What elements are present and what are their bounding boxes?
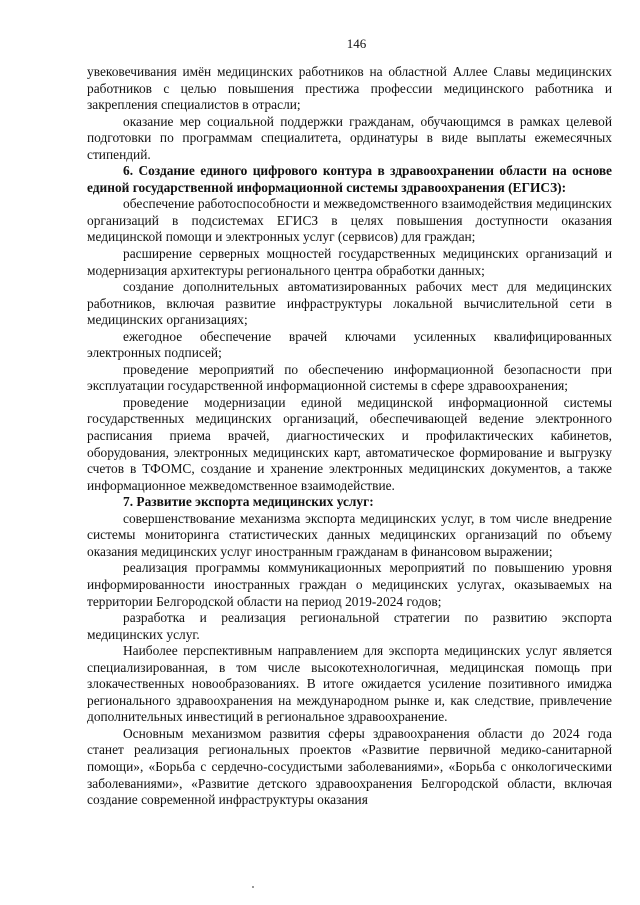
paragraph: обеспечение работоспособности и межведомственного взаимодействия медицинских организаций в подсистемах ЕГИСЗ в целях повышения доступности оказания медицинской помощи и электронных услуг (сервисов) для граждан; xyxy=(87,196,612,245)
paragraph: проведение мероприятий по обеспечению информационной безопасности при эксплуатации государственной информационной системы в сфере здравоохранения; xyxy=(87,361,612,394)
paragraph: проведение модернизации единой медицинской информационной системы государственных медицинских организаций, обеспечивающей ведение электронного расписания приема врачей, диагностических и профилактических кабинетов, оборудования, электронных медицинских карт, автоматическое формирование и выгрузку счетов в ТФОМС, создание и хранение электронных медицинских документов, а также информационное межведомственное взаимодействие. xyxy=(87,394,612,493)
scan-speck xyxy=(252,886,254,888)
paragraph: оказание мер социальной поддержки гражданам, обучающимся в рамках целевой подготовки по программам специалитета, ординатуры в виде выплаты ежемесячных стипендий. xyxy=(87,113,612,162)
paragraph: ежегодное обеспечение врачей ключами усиленных квалифицированных электронных подписей; xyxy=(87,328,612,361)
paragraph: увековечивания имён медицинских работников на областной Аллее Славы медицинских работников с целью повышения престижа профессии медицинского работника и закрепления специалистов в отрасли; xyxy=(87,64,612,113)
paragraph: создание дополнительных автоматизированных рабочих мест для медицинских работников, включая развитие инфраструктуры локальной вычислительной сети в медицинских организациях; xyxy=(87,279,612,328)
paragraph: расширение серверных мощностей государственных медицинских организаций и модернизация архитектуры регионального центра обработки данных; xyxy=(87,246,612,278)
section-heading: 7. Развитие экспорта медицинских услуг: xyxy=(123,494,374,510)
document-body xyxy=(87,64,612,809)
page-number: 146 xyxy=(346,36,367,51)
paragraph: совершенствование механизма экспорта медицинских услуг, в том числе внедрение системы мониторинга статистических данных медицинских организаций по объему оказания медицинских услуг иностранным гражданам в финансовом выражении; xyxy=(87,510,612,559)
paragraph: Наиболее перспективным направлением для экспорта медицинских услуг является специализированная, в том числе высокотехнологичная, медицинская помощь при злокачественных новообразованиях. В итоге ожидается усиление позитивного имиджа регионального здравоохранения на международном рынке и, как следствие, привлечение дополнительных инвестиций в региональное здравоохранение. xyxy=(87,643,612,725)
paragraph: разработка и реализация региональной стратегии по развитию экспорта медицинских услуг. xyxy=(87,610,612,642)
paragraph: реализация программы коммуникационных мероприятий по повышению уровня информированности иностранных граждан о медицинских услугах, оказываемых на территории Белгородской области на период 2019-2024 годов; xyxy=(87,560,612,609)
paragraph: Основным механизмом развития сферы здравоохранения области до 2024 года станет реализация региональных проектов «Развитие первичной медико-санитарной помощи», «Борьба с сердечно-сосудистыми заболеваниями», «Борьба с онкологическими заболеваниями», «Развитие детского здравоохранения Белгородской области, включая создание современной инфраструктуры оказания xyxy=(87,725,612,808)
section-heading: 6. Создание единого цифрового контура в здравоохранении области на основе единой государственной информационной системы здравоохранения (ЕГИСЗ): xyxy=(87,163,612,195)
